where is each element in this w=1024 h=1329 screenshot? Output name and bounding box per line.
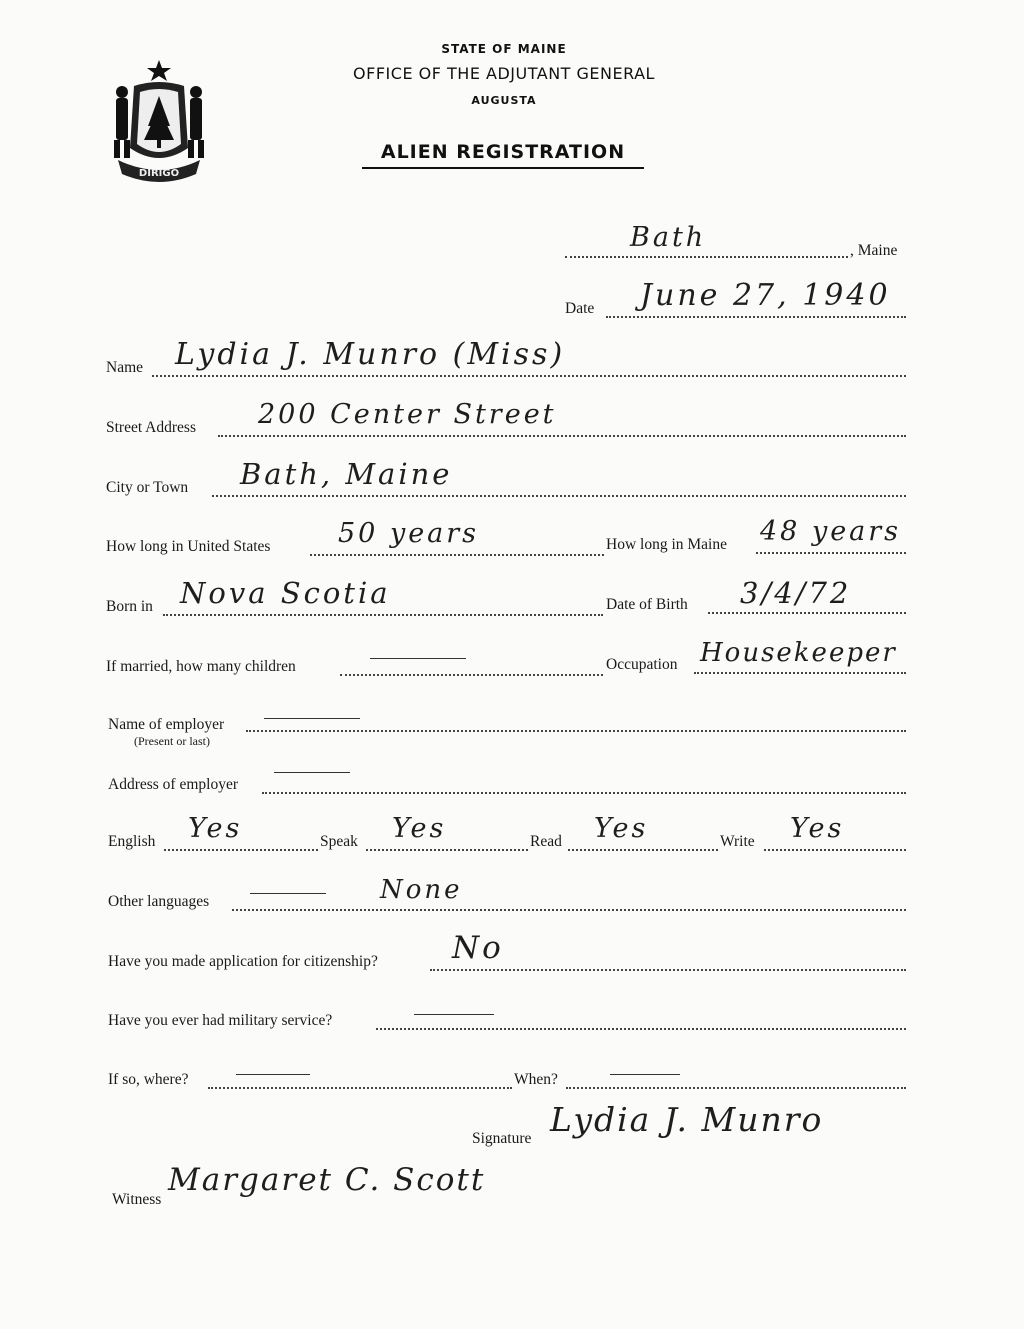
when-dash[interactable] <box>610 1074 680 1075</box>
other-languages-label: Other languages <box>108 893 210 910</box>
read-value[interactable]: Yes <box>594 813 649 844</box>
place-value[interactable]: Bath <box>630 222 707 253</box>
name-value[interactable]: Lydia J. Munro (Miss) <box>175 337 566 372</box>
place-suffix: , Maine <box>850 242 898 259</box>
date-line <box>606 316 906 318</box>
form-title: ALIEN REGISTRATION <box>362 141 644 169</box>
employer-dash[interactable] <box>264 718 360 719</box>
other-languages-dash <box>250 893 326 894</box>
other-languages-value[interactable]: None <box>380 875 463 905</box>
place-line <box>565 256 848 258</box>
name-line <box>152 375 906 377</box>
write-value[interactable]: Yes <box>790 813 845 844</box>
office-heading: OFFICE OF THE ADJUTANT GENERAL <box>353 64 655 83</box>
when-label: When? <box>514 1071 558 1088</box>
occupation-label: Occupation <box>606 656 678 673</box>
maine-duration-line <box>756 552 906 554</box>
occupation-value[interactable]: Housekeeper <box>700 638 897 668</box>
citizenship-value[interactable]: No <box>452 930 504 966</box>
city-label: City or Town <box>106 479 189 496</box>
name-label: Name <box>106 359 144 376</box>
where-dash[interactable] <box>236 1074 310 1075</box>
street-label: Street Address <box>106 419 196 436</box>
street-value[interactable]: 200 Center Street <box>258 399 557 430</box>
employer-address-label: Address of employer <box>108 776 238 793</box>
speak-line <box>366 849 528 851</box>
military-line <box>376 1028 906 1030</box>
children-line <box>340 674 603 676</box>
dob-value[interactable]: 3/4/72 <box>740 576 852 610</box>
where-line <box>208 1087 512 1089</box>
born-label: Born in <box>106 598 153 615</box>
when-line <box>566 1087 906 1089</box>
military-label: Have you ever had military service? <box>108 1012 333 1029</box>
military-dash[interactable] <box>414 1014 494 1015</box>
signature-label: Signature <box>472 1130 532 1147</box>
employer-address-dash[interactable] <box>274 772 350 773</box>
us-duration-value[interactable]: 50 years <box>338 518 480 549</box>
speak-label: Speak <box>320 833 358 850</box>
city-heading: AUGUSTA <box>471 94 537 107</box>
us-duration-label: How long in United States <box>106 538 271 555</box>
where-label: If so, where? <box>108 1071 189 1088</box>
other-languages-line <box>232 909 906 911</box>
children-dash[interactable] <box>370 658 466 659</box>
street-line <box>218 435 906 437</box>
state-heading: STATE OF MAINE <box>441 42 567 56</box>
citizenship-label: Have you made application for citizenship? <box>108 953 378 970</box>
state-seal-icon <box>104 56 214 188</box>
maine-duration-label: How long in Maine <box>606 536 727 553</box>
children-label: If married, how many children <box>106 658 296 675</box>
us-duration-line <box>310 554 604 556</box>
employer-label: Name of employer <box>108 716 225 733</box>
signature-value[interactable]: Lydia J. Munro <box>550 1100 824 1139</box>
dob-label: Date of Birth <box>606 596 688 613</box>
born-line <box>163 614 603 616</box>
witness-label: Witness <box>112 1191 162 1208</box>
write-line <box>764 849 906 851</box>
read-line <box>568 849 718 851</box>
speak-value[interactable]: Yes <box>392 813 447 844</box>
city-line <box>212 495 906 497</box>
employer-note: (Present or last) <box>134 734 210 748</box>
date-label: Date <box>565 300 595 317</box>
write-label: Write <box>720 833 755 850</box>
maine-duration-value[interactable]: 48 years <box>760 516 902 547</box>
employer-line <box>246 730 906 732</box>
english-line <box>164 849 318 851</box>
city-value[interactable]: Bath, Maine <box>240 457 453 491</box>
born-value[interactable]: Nova Scotia <box>180 576 391 610</box>
read-label: Read <box>530 833 562 850</box>
employer-address-line <box>262 792 906 794</box>
citizenship-line <box>430 969 906 971</box>
english-value[interactable]: Yes <box>188 813 243 844</box>
date-value[interactable]: June 27, 1940 <box>640 278 891 313</box>
seal-motto: DIRIGO <box>138 168 180 179</box>
dob-line <box>708 612 906 614</box>
english-label: English <box>108 833 156 850</box>
occupation-line <box>694 672 906 674</box>
witness-value[interactable]: Margaret C. Scott <box>168 1162 486 1198</box>
